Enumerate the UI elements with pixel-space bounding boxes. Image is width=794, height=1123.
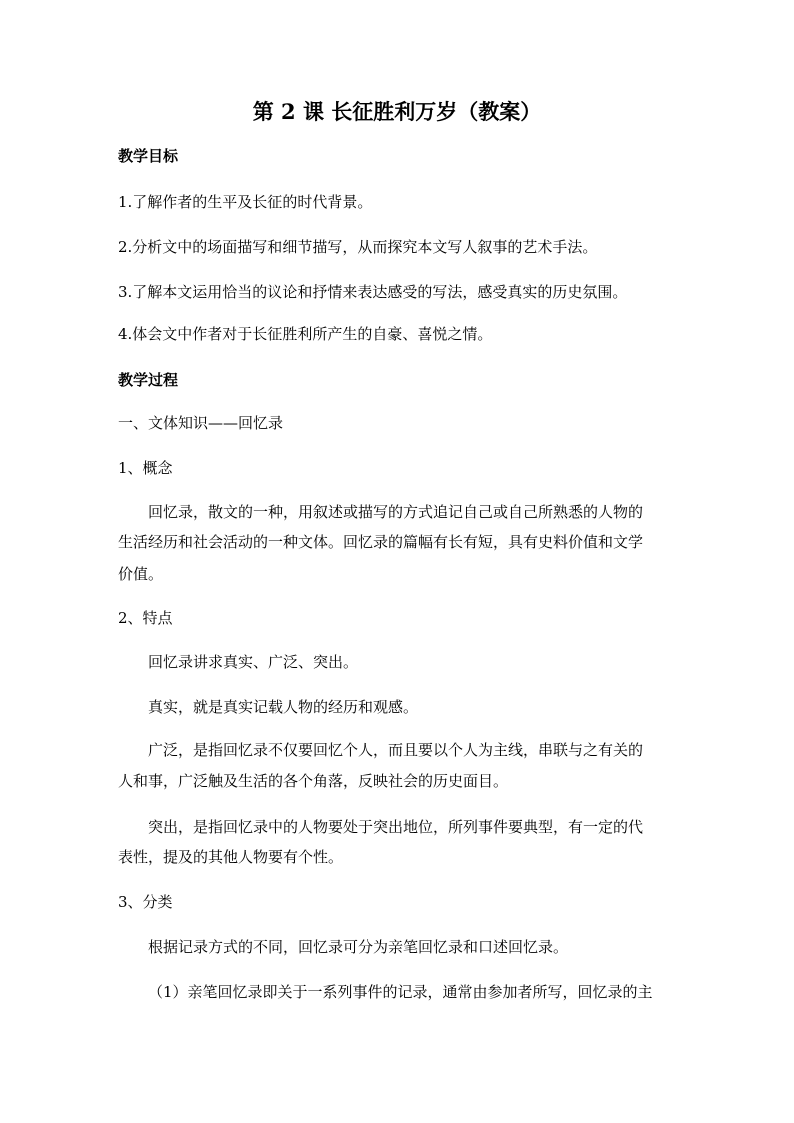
- page-title: 第 2 课 长征胜利万岁（教案）: [252, 99, 542, 124]
- goal-item-1: 1.了解作者的生平及长征的时代背景。: [118, 193, 373, 211]
- features-intro: 回忆录讲求真实、广泛、突出。: [148, 653, 359, 671]
- features-broad-line-2: 人和事，广泛触及生活的各个角落，反映社会的历史面目。: [118, 772, 509, 790]
- features-true: 真实，就是真实记载人物的经历和观感。: [148, 698, 419, 716]
- concept-line-2: 生活经历和社会活动的一种文体。回忆录的篇幅有长有短，具有史料价值和文学: [118, 533, 644, 551]
- process-heading: 教学过程: [118, 371, 179, 389]
- goals-heading: 教学目标: [118, 147, 179, 165]
- concept-line-3: 价值。: [118, 565, 164, 583]
- types-intro: 根据记录方式的不同，回忆录可分为亲笔回忆录和口述回忆录。: [148, 938, 569, 956]
- concept-heading: 1、概念: [118, 459, 173, 477]
- features-broad-line-1: 广泛，是指回忆录不仅要回忆个人，而且要以个人为主线，串联与之有关的: [148, 741, 644, 759]
- goal-item-3: 3.了解本文运用恰当的议论和抒情来表达感受的写法，感受真实的历史氛围。: [118, 283, 628, 301]
- types-heading: 3、分类: [118, 893, 173, 911]
- goal-item-2: 2.分析文中的场面描写和细节描写，从而探究本文写人叙事的艺术手法。: [118, 238, 598, 256]
- goal-item-4: 4.体会文中作者对于长征胜利所产生的自豪、喜悦之情。: [118, 325, 493, 343]
- part-one-heading: 一、文体知识——回忆录: [118, 414, 284, 432]
- types-first-line: （1）亲笔回忆录即关于一系列事件的记录，通常由参加者所写，回忆录的主: [148, 983, 653, 1001]
- features-heading: 2、特点: [118, 609, 173, 627]
- features-prominent-line-1: 突出，是指回忆录中的人物要处于突出地位，所列事件要典型，有一定的代: [148, 818, 644, 836]
- features-prominent-line-2: 表性，提及的其他人物要有个性。: [118, 848, 344, 866]
- concept-line-1: 回忆录，散文的一种，用叙述或描写的方式追记自己或自己所熟悉的人物的: [148, 503, 644, 521]
